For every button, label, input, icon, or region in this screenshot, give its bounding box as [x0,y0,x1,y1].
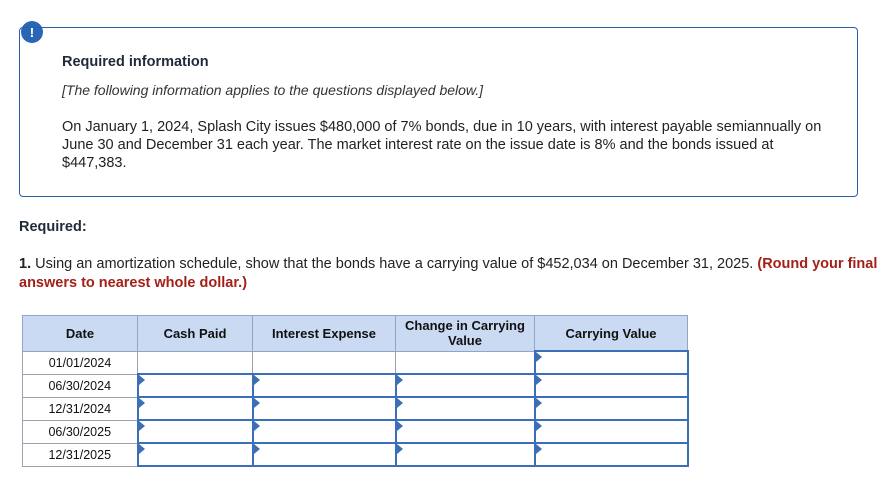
carrying-value-input[interactable] [536,375,687,396]
table-row [23,351,688,374]
table-row [23,397,688,420]
cash-paid-cell [138,351,253,374]
cash-paid-input[interactable] [139,375,252,396]
carrying-value-input-cell[interactable] [535,351,688,374]
interest-expense-input[interactable] [254,375,395,396]
info-subtitle: [The following information applies to the questions displayed below.] [62,82,484,98]
info-title: Required information [62,54,209,70]
info-body: On January 1, 2024, Splash City issues $480,000 of 7% bonds, due in 10 years, with interest payable semiannually on June 30 and December 31 each year. The market interest rate on the issue date is 8% and the bonds issued at $447,383. [62,119,822,171]
change-in-carrying-value-input[interactable] [397,421,534,442]
header-change-in-carrying-value: Change in Carrying Value [396,316,535,352]
cash-paid-input-cell[interactable] [138,374,253,397]
cash-paid-input[interactable] [139,444,252,465]
cash-paid-input-cell[interactable] [138,420,253,443]
date-cell: 12/31/2024 [23,397,138,420]
cash-paid-input[interactable] [139,398,252,419]
carrying-value-input-cell[interactable] [535,420,688,443]
interest-expense-input-cell[interactable] [253,374,396,397]
date-cell: 12/31/2025 [23,443,138,466]
alert-icon: ! [21,21,43,43]
header-date: Date [23,316,138,352]
change-in-carrying-value-input-cell[interactable] [396,420,535,443]
change-in-carrying-value-input-cell[interactable] [396,374,535,397]
required-information-panel [19,27,858,197]
change-in-carrying-value-input[interactable] [397,375,534,396]
cash-paid-input-cell[interactable] [138,443,253,466]
table-row [23,374,688,397]
question-body: Using an amortization schedule, show that the bonds have a carrying value of $452,034 on December 31, 2025. [31,256,758,272]
interest-expense-input-cell[interactable] [253,420,396,443]
header-carrying-value: Carrying Value [535,316,688,352]
change-in-carrying-value-input[interactable] [397,444,534,465]
carrying-value-input[interactable] [536,398,687,419]
cash-paid-input-cell[interactable] [138,397,253,420]
table-header-row [23,316,688,352]
amortization-schedule-table [22,315,689,467]
carrying-value-input[interactable] [536,444,687,465]
date-cell: 06/30/2025 [23,420,138,443]
interest-expense-input-cell[interactable] [253,397,396,420]
change-in-carrying-value-input[interactable] [397,398,534,419]
table-row [23,443,688,466]
carrying-value-input[interactable] [536,352,687,373]
interest-expense-input[interactable] [254,444,395,465]
required-heading: Required: [19,219,87,235]
interest-expense-input[interactable] [254,421,395,442]
header-cash-paid: Cash Paid [138,316,253,352]
carrying-value-input[interactable] [536,421,687,442]
carrying-value-input-cell[interactable] [535,443,688,466]
change-in-carrying-value-input-cell[interactable] [396,443,535,466]
interest-expense-input[interactable] [254,398,395,419]
carrying-value-input-cell[interactable] [535,374,688,397]
date-cell: 01/01/2024 [23,351,138,374]
cash-paid-input[interactable] [139,421,252,442]
change-in-carrying-value-cell [396,351,535,374]
interest-expense-cell [253,351,396,374]
question-number: 1. [19,256,32,272]
table-row [23,420,688,443]
carrying-value-input-cell[interactable] [535,397,688,420]
date-cell: 06/30/2024 [23,374,138,397]
question-text [19,255,879,293]
change-in-carrying-value-input-cell[interactable] [396,397,535,420]
interest-expense-input-cell[interactable] [253,443,396,466]
rounding-note: (Round your final answers to nearest whole dollar.) [19,256,878,291]
header-interest-expense: Interest Expense [253,316,396,352]
